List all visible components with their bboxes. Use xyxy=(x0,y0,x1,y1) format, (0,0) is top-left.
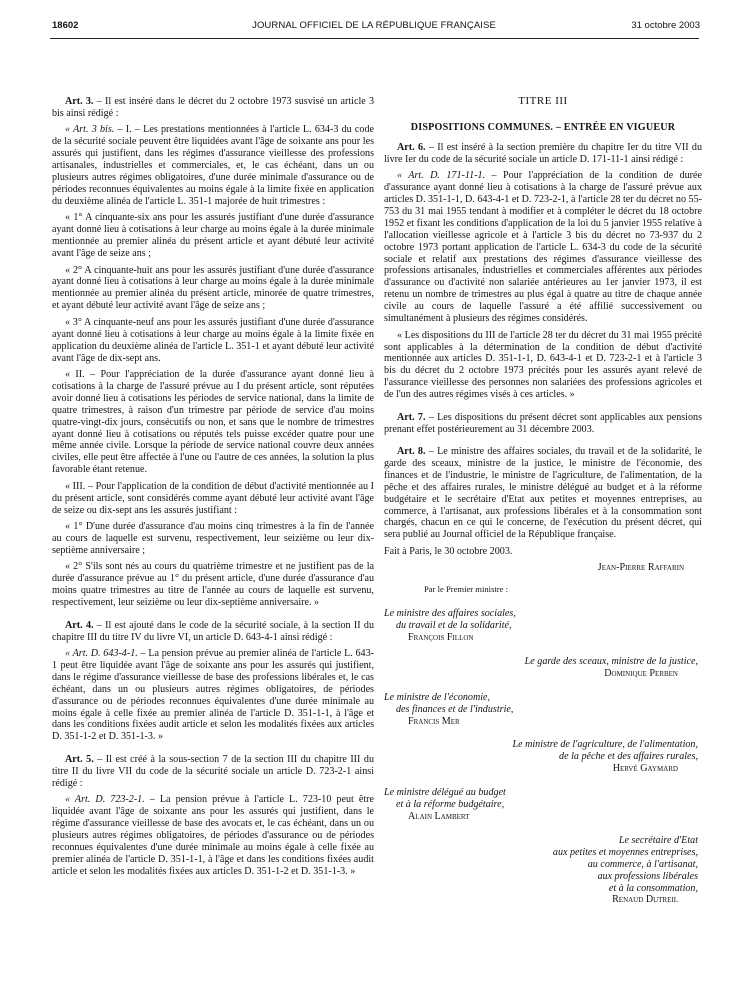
left-paragraph xyxy=(52,369,374,476)
journal-title: JOURNAL OFFICIEL DE LA RÉPUBLIQUE FRANÇAISE xyxy=(252,20,496,31)
signature-title-line: Le ministre délégué au budget xyxy=(384,787,506,799)
signatory-name: Alain Lambert xyxy=(408,810,470,822)
left-paragraph xyxy=(52,265,374,313)
prime-minister-name: Jean-Pierre Raffarin xyxy=(597,562,684,574)
signatory-name: Hervé Gaymard xyxy=(612,763,678,775)
signatory-name: François Fillon xyxy=(408,632,474,643)
section-title: TITRE III xyxy=(518,95,568,107)
article-lead: « Art. 3 bis. xyxy=(65,124,115,136)
paragraph-text: – Il est inséré dans le décret du 2 octobre 1973 susvisé un article 3 bis ainsi rédigé : xyxy=(52,96,375,119)
left-paragraph xyxy=(52,620,374,644)
signature-block xyxy=(384,739,702,775)
paragraph-text: – Les dispositions du présent décret sont applicables aux pensions prenant effet postérieurement au 31 décembre 2003. xyxy=(384,411,703,435)
signature-block xyxy=(384,787,702,823)
paragraph-text: « 1° D'une durée d'assurance d'au moins cinq trimestres à la fin de l'année au cours de laquelle est survenu, respectivement, leur seizième ou leur dix-septième anniversaire ; xyxy=(52,521,374,556)
signature-title-line: du travail et de la solidarité, xyxy=(396,620,512,632)
signature-block xyxy=(384,692,702,728)
article-lead: « Art. D. 643-4-1. xyxy=(65,648,138,659)
article-lead: « Art. D. 723-2-1. xyxy=(65,794,145,806)
right-column xyxy=(384,96,702,918)
right-paragraphs xyxy=(384,142,702,541)
left-paragraph xyxy=(52,561,374,609)
left-paragraph xyxy=(52,317,374,365)
paragraph-text: « III. – Pour l'application de la condition de début d'activité mentionnée au I du présent article, sont considérés comme ayant débuté leur activité avant l'âge de seize ou dix-sept ans les assurés justifiant : xyxy=(52,480,374,516)
signature-title-line: au commerce, à l'artisanat, xyxy=(587,858,698,870)
right-paragraph xyxy=(384,412,702,436)
paragraph-text: – La pension prévue à l'article L. 723-10 peut être liquidée avant l'âge de soixante ans pour les assurés qui justifient, dans le régime d'assurance vieillesse de base des avocats et, le cas échéant, dans un ou plusieurs autres régimes obligatoires, de périodes d'assurance ou de périodes reconnues équivalentes d'une durée minimale au moins égale à celle fixée au premier alinéa de l'article D. 351-1-1, à l'âge et dans les conditions fixées audit article et selon les modalités fixées aux articles D. 351-1-2 et D. 351-1-3. » xyxy=(52,794,374,877)
article-lead: Art. 5. xyxy=(65,753,94,765)
article-lead: Art. 6. xyxy=(397,141,426,153)
right-paragraph xyxy=(384,446,702,541)
left-paragraph xyxy=(52,521,374,557)
left-paragraph xyxy=(52,96,374,120)
paragraph-text: – Il est créé à la sous-section 7 de la section III du chapitre III du titre II du livre VII du code de la sécurité sociale un article D. 723-2-1 ainsi rédigé : xyxy=(52,753,375,789)
page-header xyxy=(0,20,748,34)
paragraph-text: « 2° S'ils sont nés au cours du quatrième trimestre et ne justifient pas de la durée d'assurance prévue au 1° du présent article, d'une durée d'assurance d'au moins quatre trimestres au titre de l'année au cours de laquelle est survenu, respectivement, leur seizième ou leur dix-septième anniversaire. » xyxy=(52,561,374,609)
paragraph-text: – Il est inséré à la section première du chapitre Ier du titre VII du livre Ier du code de la sécurité sociale un article D. 171-11-1 ainsi rédigé : xyxy=(384,141,703,165)
signature-title-line: Le garde des sceaux, ministre de la justice, xyxy=(524,655,698,667)
signature-title-line: et à la réforme budgétaire, xyxy=(396,799,505,811)
paragraph-text: – I. – Les prestations mentionnées à l'article L. 634-3 du code de la sécurité sociale peuvent être liquidées avant l'âge de soixante ans pour les assurés qui justifient, dans les régimes d'assurance vieillesse des professions artisanales, industrielles et commerciales, et, le cas échéant, dans un ou plusieurs autres régimes obligatoires, d'une durée minimale d'assurance ou de périodes reconnues équivalentes au moins égale à la limite fixée en application du deuxième alinéa de l'article L. 351-1 majorée de huit trimestres : xyxy=(52,124,374,207)
signature-title-line: aux petites et moyennes entreprises, xyxy=(552,846,698,858)
issue-date: 31 octobre 2003 xyxy=(631,20,700,31)
signatory-name: Renaud Dutreil xyxy=(612,894,678,906)
header-rule xyxy=(50,38,699,39)
article-lead: Art. 4. xyxy=(65,619,94,631)
signature-title-line: Le ministre des affaires sociales, xyxy=(384,608,516,620)
left-paragraph xyxy=(52,212,374,260)
article-lead: « Art. D. 171-11-1. xyxy=(397,170,486,182)
signatures xyxy=(384,608,702,906)
signature-title-line: aux professions libérales xyxy=(597,870,698,882)
paragraph-text: – Pour l'appréciation de la condition de durée d'assurance ayant donné lieu à cotisations à la charge de l'assuré prévue aux articles D. 351-1-1, D. 643-4-1 et D. 723-2-1, à l'article 28 ter du décret no 55-753 du 31 mai 1955 tendant à modifier et à compléter le décret du 18 octobre 1952 et fixant les conditions d'application de la loi du 5 janvier 1955 relative à l'allocation vieillesse agricole et à l'article 3 bis du décret no 73-937 du 2 octobre 1973 portant application de l'article L. 634-3 du code de la sécurité sociale et relatif aux prestations des régimes d'assurance vieillesse des professions artisanales, industrielles et commerciales afférentes aux périodes d'assurance ou d'activité non salariée antérieures au 1er janvier 1973, il est retenu un nombre de trimestres au plus égal à quatre au titre de chaque année civile au cours de laquelle l'assuré a été affilié successivement ou simultanément à plusieurs des régimes considérés. xyxy=(384,170,702,325)
left-paragraph xyxy=(52,794,374,877)
signature-title-line: Le secrétaire d'Etat xyxy=(618,834,698,846)
page-number: 18602 xyxy=(52,20,79,31)
paragraph-text: « 1° A cinquante-six ans pour les assurés justifiant d'une durée d'assurance ayant donné lieu à cotisations à leur charge au moins égale à la durée minimale mentionnée au premier alinéa du présent article et ayant débuté leur activité avant l'âge de seize ans ; xyxy=(52,212,374,260)
left-paragraph xyxy=(52,648,374,743)
signature-block xyxy=(384,835,702,906)
signature-block xyxy=(384,656,702,680)
left-column xyxy=(52,96,374,882)
left-paragraph xyxy=(52,754,374,790)
paragraph-text: « II. – Pour l'appréciation de la durée d'assurance ayant donné lieu à cotisations à la charge de l'assuré prévue au I du présent article, sont réputées avoir donné lieu à cotisations les périodes de service national, dans la limite de quatre trimestres, à raison d'un trimestre par période de service d'au moins quatre-vingt-dix jours, consécutifs ou non, et sans que le nombre de trimestres ayant donné lieu à cotisations ou réputés tels puisse excéder quatre pour une même année civile. Lorsque la période de service national couvre deux années civiles, elle peut être affectée à l'une ou l'autre de ces années, la solution la plus favorable étant retenue. xyxy=(52,369,374,476)
section-subtitle: DISPOSITIONS COMMUNES. – ENTRÉE EN VIGUEUR xyxy=(410,121,676,133)
signed-place-date: Fait à Paris, le 30 octobre 2003. xyxy=(384,545,513,557)
right-paragraph xyxy=(384,142,702,166)
right-paragraph xyxy=(384,170,702,325)
signature-block xyxy=(384,608,702,644)
signatory-name: Francis Mer xyxy=(408,715,460,727)
signature-title-line: Le ministre de l'agriculture, de l'alimentation, xyxy=(512,739,698,751)
left-paragraph xyxy=(52,481,374,517)
article-lead: Art. 8. xyxy=(397,446,426,458)
paragraph-text: « Les dispositions du III de l'article 28 ter du décret du 31 mai 1955 précité sont applicables à la détermination de la condition de début d'activité mentionnée aux articles D. 351-1-1, D. 643-4-1 et D. 723-2-1 et à l'article 3 bis du décret du 2 octobre 1973 précités pour les assurés ayant relevé de l'assurance vieillesse des personnes non salariées des professions agricoles et de l'un des autres régimes visés à ces articles. » xyxy=(384,329,702,401)
left-paragraph xyxy=(52,124,374,207)
signature-title-line: de la pêche et des affaires rurales, xyxy=(559,751,698,763)
article-lead: Art. 3. xyxy=(65,96,94,107)
paragraph-text: « 2° A cinquante-huit ans pour les assurés justifiant d'une durée d'assurance ayant donné lieu à cotisations à leur charge au moins égale à la durée minimale mentionnée au premier alinéa du présent article, minorée de quatre trimestres, et ayant débuté leur activité avant l'âge de seize ans ; xyxy=(52,264,374,312)
paragraph-text: – Il est ajouté dans le code de la sécurité sociale, à la section II du chapitre III du titre IV du livre VI, un article D. 643-4-1 ainsi rédigé : xyxy=(52,619,374,643)
paragraph-text: – La pension prévue au premier alinéa de l'article L. 643-1 peut être liquidée avant l'âge de soixante ans pour les assurés qui justifient, dans le régime d'assurance vieillesse de base des professions libérales et, le cas échéant, dans un ou plusieurs autres régimes obligatoires, de périodes d'assurance ou de périodes reconnues équivalentes d'une durée minimale au moins égale à celle fixée au premier alinéa de l'article D. 351-1-1, à l'âge et dans les conditions fixées audit article et selon les modalités fixées aux articles D. 351-1-2 et D. 351-1-3. » xyxy=(52,648,374,743)
article-lead: Art. 7. xyxy=(397,411,426,423)
by-prime-minister: Par le Premier ministre : xyxy=(424,584,509,595)
paragraph-text: « 3° A cinquante-neuf ans pour les assurés justifiant d'une durée d'assurance ayant donné lieu à cotisations à leur charge au moins égale à la limite fixée en application du deuxième alinéa de l'article L. 351-1 et ayant débuté leur activité avant l'âge de dix-sept ans. xyxy=(52,316,374,364)
paragraph-text: – Le ministre des affaires sociales, du travail et de la solidarité, le garde des sceaux, ministre de la justice, le ministre de l'économie, des finances et de l'industrie, le ministre de l'agriculture, de l'alimentation, de la pêche et des affaires rurales, le ministre délégué au budget et à la réforme budgétaire et le secrétaire d'Etat aux petites et moyennes entreprises, au commerce, à l'artisanat, aux professions libérales et à la consommation sont chargés, chacun en ce qui le concerne, de l'exécution du présent décret, qui sera publié au Journal officiel de la République française. xyxy=(384,446,702,541)
signature-title-line: et à la consommation, xyxy=(608,882,698,894)
right-paragraph xyxy=(384,330,702,401)
signature-title-line: Le ministre de l'économie, xyxy=(384,691,491,703)
signature-title-line: des finances et de l'industrie, xyxy=(396,703,514,715)
signatory-name: Dominique Perben xyxy=(604,667,678,679)
